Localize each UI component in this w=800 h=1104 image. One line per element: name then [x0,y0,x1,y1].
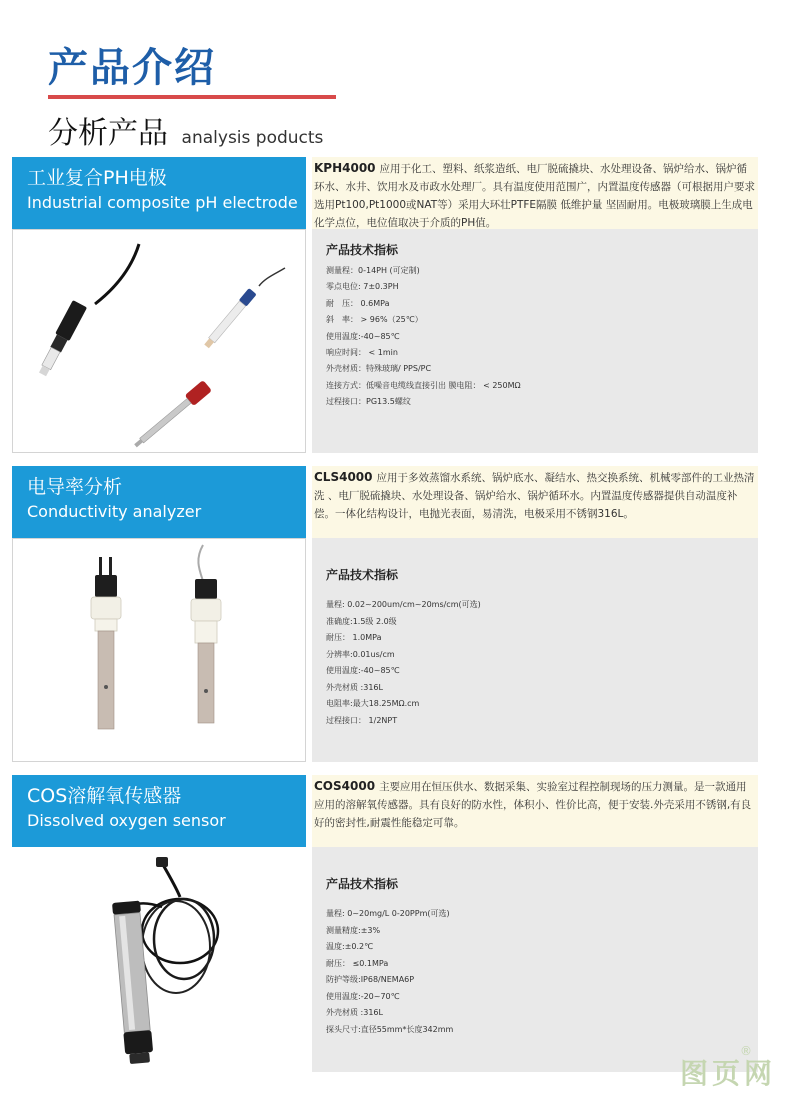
conductivity-electrode-image [13,539,305,761]
spec-title: 产品技术指标 [326,243,399,257]
spec-item: 使用温度:-40~85℃ [326,666,400,675]
spec-item: 耐 压： 0.6MPa [326,298,390,308]
spec-title: 产品技术指标 [326,877,399,891]
description-text: 应用于多效蒸馏水系统、锅炉底水、凝结水、热交换系统、机械零部件的工业热清洗 、电厂脱硫撬块、水处理设备、锅炉给水、锅炉循环水。内置温度传感器提供自动温度补偿。一体化结构设计，电抛光表面，易清洗，电极采用不锈钢316L。 [314,472,755,520]
section-header [12,466,306,538]
product-name-en: Dissolved oxygen sensor [27,811,226,830]
spec-item: 使用温度:-40~85℃ [326,331,400,341]
product-image-panel [12,229,306,453]
spec-item: 测量精度:±3% [326,925,381,935]
spec-item: 防护等级:IP68/NEMA6P [326,975,415,984]
description-text: 应用于化工、塑料、纸浆造纸、电厂脱硫撬块、水处理设备、锅炉给水、锅炉循环水、水井、饮用水及市政水处理厂。具有温度使用范围广，内置温度传感器（可根据用户要求选用Pt100,Pt1000或NAT等）采用大环壮PTFE隔膜 低维护量 坚固耐用。电极玻璃膜上生成电化学点位，电位值取决于介质的PH值。 [314,163,755,229]
spec-list [326,597,758,729]
spec-item: 外壳材质 :316L [326,1008,383,1017]
spec-item: 耐压： ≤0.1MPa [326,958,389,968]
spec-item: 斜 率： > 96%（25℃） [326,315,423,325]
product-image-panel [12,847,306,1072]
subtitle-cn: 分析产品 [48,116,168,151]
spec-item: 量程: 0.02~200um/cm~20ms/cm(可选) [326,600,481,609]
spec-item: 分辨率:0.01us/cm [326,649,395,659]
title-underline [48,95,336,99]
product-section-conductivity [12,466,758,762]
spec-item: 零点电位: 7±0.3PH [326,282,399,292]
spec-panel [312,538,758,762]
ph-electrode-image [13,230,305,452]
spec-list [326,906,758,1038]
spec-item: 响应时间： < 1min [326,348,398,358]
spec-panel [312,229,758,453]
product-name-en: Industrial composite pH electrode [27,193,298,212]
spec-panel [312,847,758,1072]
spec-item: 过程接口：PG13.5螺纹 [326,397,411,407]
product-description [312,157,758,229]
spec-list [326,263,758,411]
description-text: 主要应用在恒压供水、数据采集、实验室过程控制现场的压力测量。是一款通用应用的溶解氧传感器。具有良好的防水性，体积小、性价比高，便于安装.外壳采用不锈钢,有良好的密封性,耐震性能稳定可靠。 [314,781,752,829]
product-section-ph [12,157,758,453]
spec-item: 准确度:1.5级 2.0级 [326,616,397,626]
spec-item: 电阻率:最大18.25MΩ.cm [326,699,420,708]
spec-item: 温度:±0.2℃ [326,942,374,951]
spec-item: 过程接口： 1/2NPT [326,715,398,725]
spec-item: 测量程：0-14PH (可定制) [326,266,420,275]
product-description [312,466,758,538]
spec-item: 外壳材质：特殊玻璃/ PPS/PC [326,364,432,374]
product-model: CLS4000 [314,470,373,484]
spec-item: 耐压： 1.0MPa [326,633,382,642]
spec-title: 产品技术指标 [326,568,399,582]
product-image-panel [12,538,306,762]
spec-item: 探头尺寸:直径55mm*长度342mm [326,1024,454,1034]
subtitle-en: analysis poducts [181,128,324,148]
product-name-cn: COS溶解氧传感器 [27,785,182,807]
product-description [312,775,758,847]
do-sensor-image [12,847,306,1072]
page-subtitle [48,108,323,152]
section-header [12,775,306,847]
spec-item: 连接方式：低噪音电缆线直接引出 膜电阻： < 250MΩ [326,380,521,390]
section-header [12,157,306,229]
page-title: 产品介绍 [48,45,216,91]
product-name-cn: 电导率分析 [27,476,123,498]
product-name-en: Conductivity analyzer [27,502,202,521]
spec-item: 量程: 0~20mg/L 0-20PPm(可选) [326,909,450,918]
watermark-logo: 图页网 [680,1057,777,1090]
registered-mark: ® [740,1044,752,1058]
product-name-cn: 工业复合PH电极 [27,167,167,189]
product-section-dissolved-oxygen [12,775,758,1072]
product-model: COS4000 [314,779,376,793]
product-model: KPH4000 [314,161,376,175]
spec-item: 使用温度:-20~70℃ [326,991,400,1001]
spec-item: 外壳材质 :316L [326,682,383,692]
